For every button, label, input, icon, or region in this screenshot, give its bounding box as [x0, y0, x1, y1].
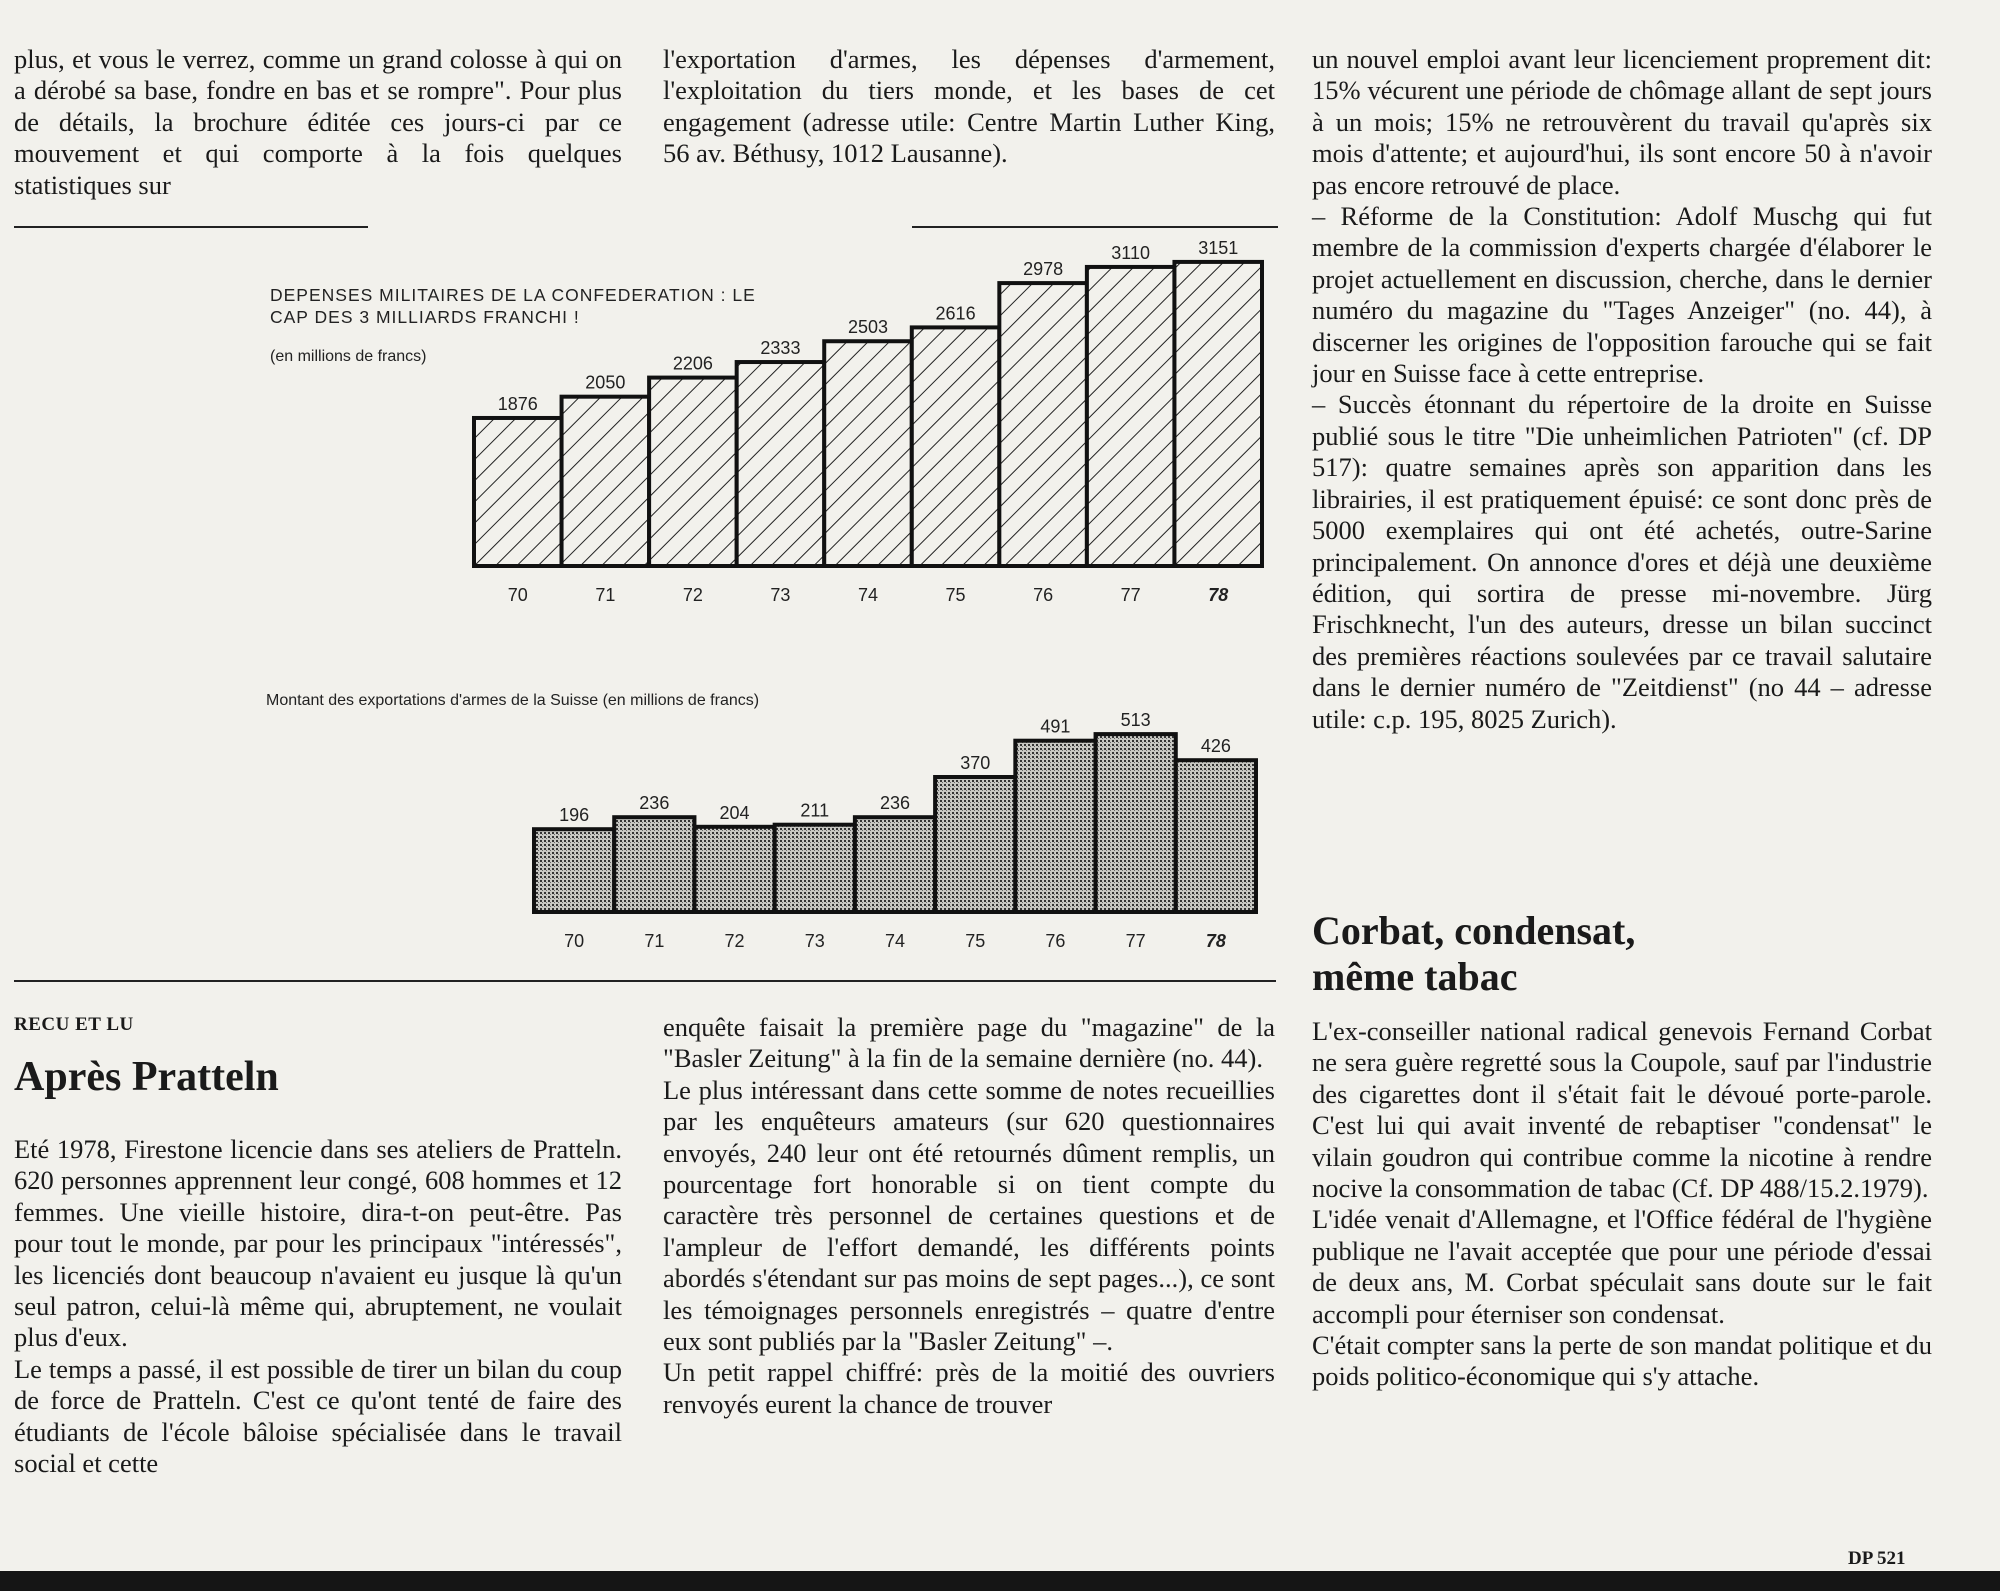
chart1-title-line1: DEPENSES MILITAIRES DE LA CONFEDERATION : LE	[270, 285, 756, 305]
value-label-75: 2616	[935, 303, 976, 324]
pratteln-paragraph-2: Le temps a passé, il est possible de tirer un bilan du coup de force de Pratteln. C'est ce qu'ont tenté de faire des étudiants de l'école bâloise spécialisée dans le travail social et cette	[14, 1353, 622, 1479]
page-number: DP 521	[1848, 1548, 1906, 1569]
value-label-77: 3110	[1111, 242, 1151, 263]
military-spending-chart	[474, 238, 1262, 605]
category-label-71: 71	[644, 931, 665, 951]
category-label-72: 72	[724, 931, 745, 951]
pratteln-paragraph-3: enquête faisait la première page du "magazine" de la "Basler Zeitung" à la fin de la semaine dernière (no. 44).	[663, 1012, 1275, 1074]
category-label-78: 78	[1205, 931, 1226, 951]
bar-77	[1087, 267, 1175, 566]
category-label-77: 77	[1125, 931, 1146, 951]
bar-76	[999, 283, 1087, 566]
category-label-76: 76	[1033, 585, 1054, 605]
category-label-76: 76	[1045, 931, 1066, 951]
pratteln-column-left	[14, 1134, 622, 1479]
category-label-75: 75	[965, 931, 986, 951]
value-label-70: 196	[559, 805, 590, 826]
pratteln-column-middle	[663, 1012, 1275, 1420]
category-label-73: 73	[804, 931, 825, 951]
corbat-paragraph-2: L'idée venait d'Allemagne, et l'Office fédéral de l'hygiène publique ne l'avait acceptée que pour une période d'essai de deux ans, M. Corbat spéculait sans doute sur le fait accompli pour éterniser son condensat.	[1312, 1204, 1932, 1329]
value-label-76: 491	[1040, 716, 1071, 737]
footer-bar	[0, 1571, 2000, 1591]
bar-75	[912, 327, 1000, 566]
bar-76	[1015, 741, 1095, 912]
bar-75	[935, 777, 1015, 912]
bar-70	[534, 829, 614, 912]
bar-72	[694, 827, 774, 912]
corbat-headline-line2: même tabac	[1312, 954, 1518, 999]
pratteln-paragraph-4: Le plus intéressant dans cette somme de notes recueillies par les enquêteurs amateurs (sur 620 questionnaires envoyés, 240 leur ont été retournés dûment remplis, un pourcentage fort honorable si on tient compte du caractère très personnel de certaines questions et de l'ampleur de l'effort demandé, les différents points abordés s'étendant sur pas moins de sept pages...), ce sont les témoignages personnels enregistrés – quatre d'entre eux sont publiés par la "Basler Zeitung" –.	[663, 1074, 1275, 1357]
pratteln-paragraph-1: Eté 1978, Firestone licencie dans ses ateliers de Pratteln. 620 personnes apprennent leur congé, 608 hommes et 12 femmes. Une vieille histoire, dira-t-on peut-être. Pas pour tout le monde, par pour les principaux "intéressés", les licenciés dont beaucoup n'avaient eu jusque là qu'un seul patron, celui-là même qui, abruptement, ne voulait plus d'eux.	[14, 1134, 622, 1353]
corbat-paragraph-1: L'ex-conseiller national radical genevois Fernand Corbat ne sera guère regretté sous la Coupole, sauf par l'industrie des cigarettes dont il s'était fait le dévoué porte-parole. C'est lui qui avait inventé de rebaptiser "condensat" le vilain goudron qui contribue comme la nicotine à rendre nocive la consommation de tabac (Cf. DP 488/15.2.1979).	[1312, 1016, 1932, 1204]
category-label-74: 74	[884, 931, 906, 951]
category-label-73: 73	[770, 585, 791, 605]
bar-73	[775, 825, 855, 912]
right-paragraph-1: un nouvel emploi avant leur licenciement proprement dit: 15% vécurent une période de chômage allant de sept jours à un mois; 15% ne retrouvèrent du travail qu'après six mois d'attente; et aujourd'hui, ils sont encore 50 à n'avoir pas encore retrouvé de place.	[1312, 44, 1932, 200]
category-label-75: 75	[945, 585, 966, 605]
value-label-78: 426	[1200, 736, 1231, 757]
category-label-70: 70	[564, 931, 585, 951]
bar-77	[1096, 734, 1176, 912]
category-label-78: 78	[1208, 585, 1229, 605]
value-label-76: 2978	[1023, 259, 1064, 280]
right-paragraph-2: – Réforme de la Constitution: Adolf Muschg qui fut membre de la commission d'experts chargée d'élaborer le projet actuellement en discussion, cherche, dans le dernier numéro du magazine du "Tages Anzeiger" (no. 44), à discerner les origines de l'opposition farouche qui se fait jour en Suisse face à cette entreprise.	[1312, 201, 1932, 389]
bar-74	[855, 817, 935, 912]
pratteln-kicker: RECU ET LU	[14, 1014, 134, 1035]
bar-71	[614, 817, 694, 912]
top-paragraph-middle: l'exportation d'armes, les dépenses d'armement, l'exploitation du tiers monde, et les bases de cet engagement (adresse utile: Centre Martin Luther King, 56 av. Béthusy, 1012 Lausanne).	[663, 44, 1275, 169]
value-label-70: 1876	[497, 393, 538, 414]
category-label-71: 71	[595, 585, 616, 605]
corbat-headline-line1: Corbat, condensat,	[1312, 908, 1636, 953]
chart2-title: Montant des exportations d'armes de la Suisse (en millions de francs)	[266, 692, 760, 709]
value-label-73: 2333	[760, 338, 801, 359]
value-label-74: 2503	[847, 317, 889, 338]
value-label-71: 2050	[585, 372, 626, 393]
bar-70	[474, 418, 562, 566]
mid-rule	[14, 980, 1276, 982]
arms-exports-chart	[534, 710, 1256, 951]
right-paragraph-3: – Succès étonnant du répertoire de la droite en Suisse publié sous le titre "Die unheimlichen Patrioten" (cf. DP 517): quatre semaines après son apparition dans les librairies, il est pratiquement épuisé: ce sont donc près de 5000 exemplaires qui ont été achetés, outre-Sarine principalement. On annonce d'ores et déjà une deuxième édition, qui sortira de presse mi-novembre. Jürg Frischknecht, l'un des auteurs, dresse un bilan succinct des premières réactions soulevées par ce travail salutaire dans le dernier numéro de "Zeitdienst" (no 44 – adresse utile: c.p. 195, 8025 Zurich).	[1312, 389, 1932, 734]
top-paragraph-left: plus, et vous le verrez, comme un grand colosse à qui on a dérobé sa base, fondre en bas et se rompre". Pour plus de détails, la brochure éditée ces jours-ci par ce mouvement et qui comporte à la fois quelques statistiques sur	[14, 44, 622, 200]
chart1-title-line2: CAP DES 3 MILLIARDS FRANCHI !	[270, 307, 580, 327]
category-label-70: 70	[507, 585, 528, 605]
value-label-71: 236	[639, 793, 670, 814]
value-label-72: 204	[719, 802, 750, 823]
pratteln-paragraph-5: Un petit rappel chiffré: près de la moitié des ouvriers renvoyés eurent la chance de trouver	[663, 1357, 1275, 1419]
category-label-77: 77	[1120, 585, 1141, 605]
value-label-77: 513	[1120, 710, 1151, 731]
pratteln-headline: Après Pratteln	[14, 1054, 279, 1100]
value-label-74: 236	[879, 793, 911, 814]
bar-72	[649, 378, 737, 566]
bar-74	[824, 341, 912, 566]
bar-73	[737, 362, 825, 566]
bar-71	[562, 397, 650, 566]
category-label-74: 74	[857, 585, 879, 605]
bar-78	[1174, 262, 1262, 566]
corbat-paragraph-3: C'était compter sans la perte de son mandat politique et du poids politico-économique qui s'y attache.	[1312, 1330, 1932, 1392]
value-label-78: 3151	[1198, 237, 1239, 258]
chart1-subtitle: (en millions de francs)	[270, 348, 427, 365]
value-label-72: 2206	[672, 353, 713, 374]
bar-78	[1176, 760, 1256, 912]
category-label-72: 72	[682, 585, 703, 605]
value-label-75: 370	[960, 753, 991, 773]
value-label-73: 211	[800, 800, 830, 821]
